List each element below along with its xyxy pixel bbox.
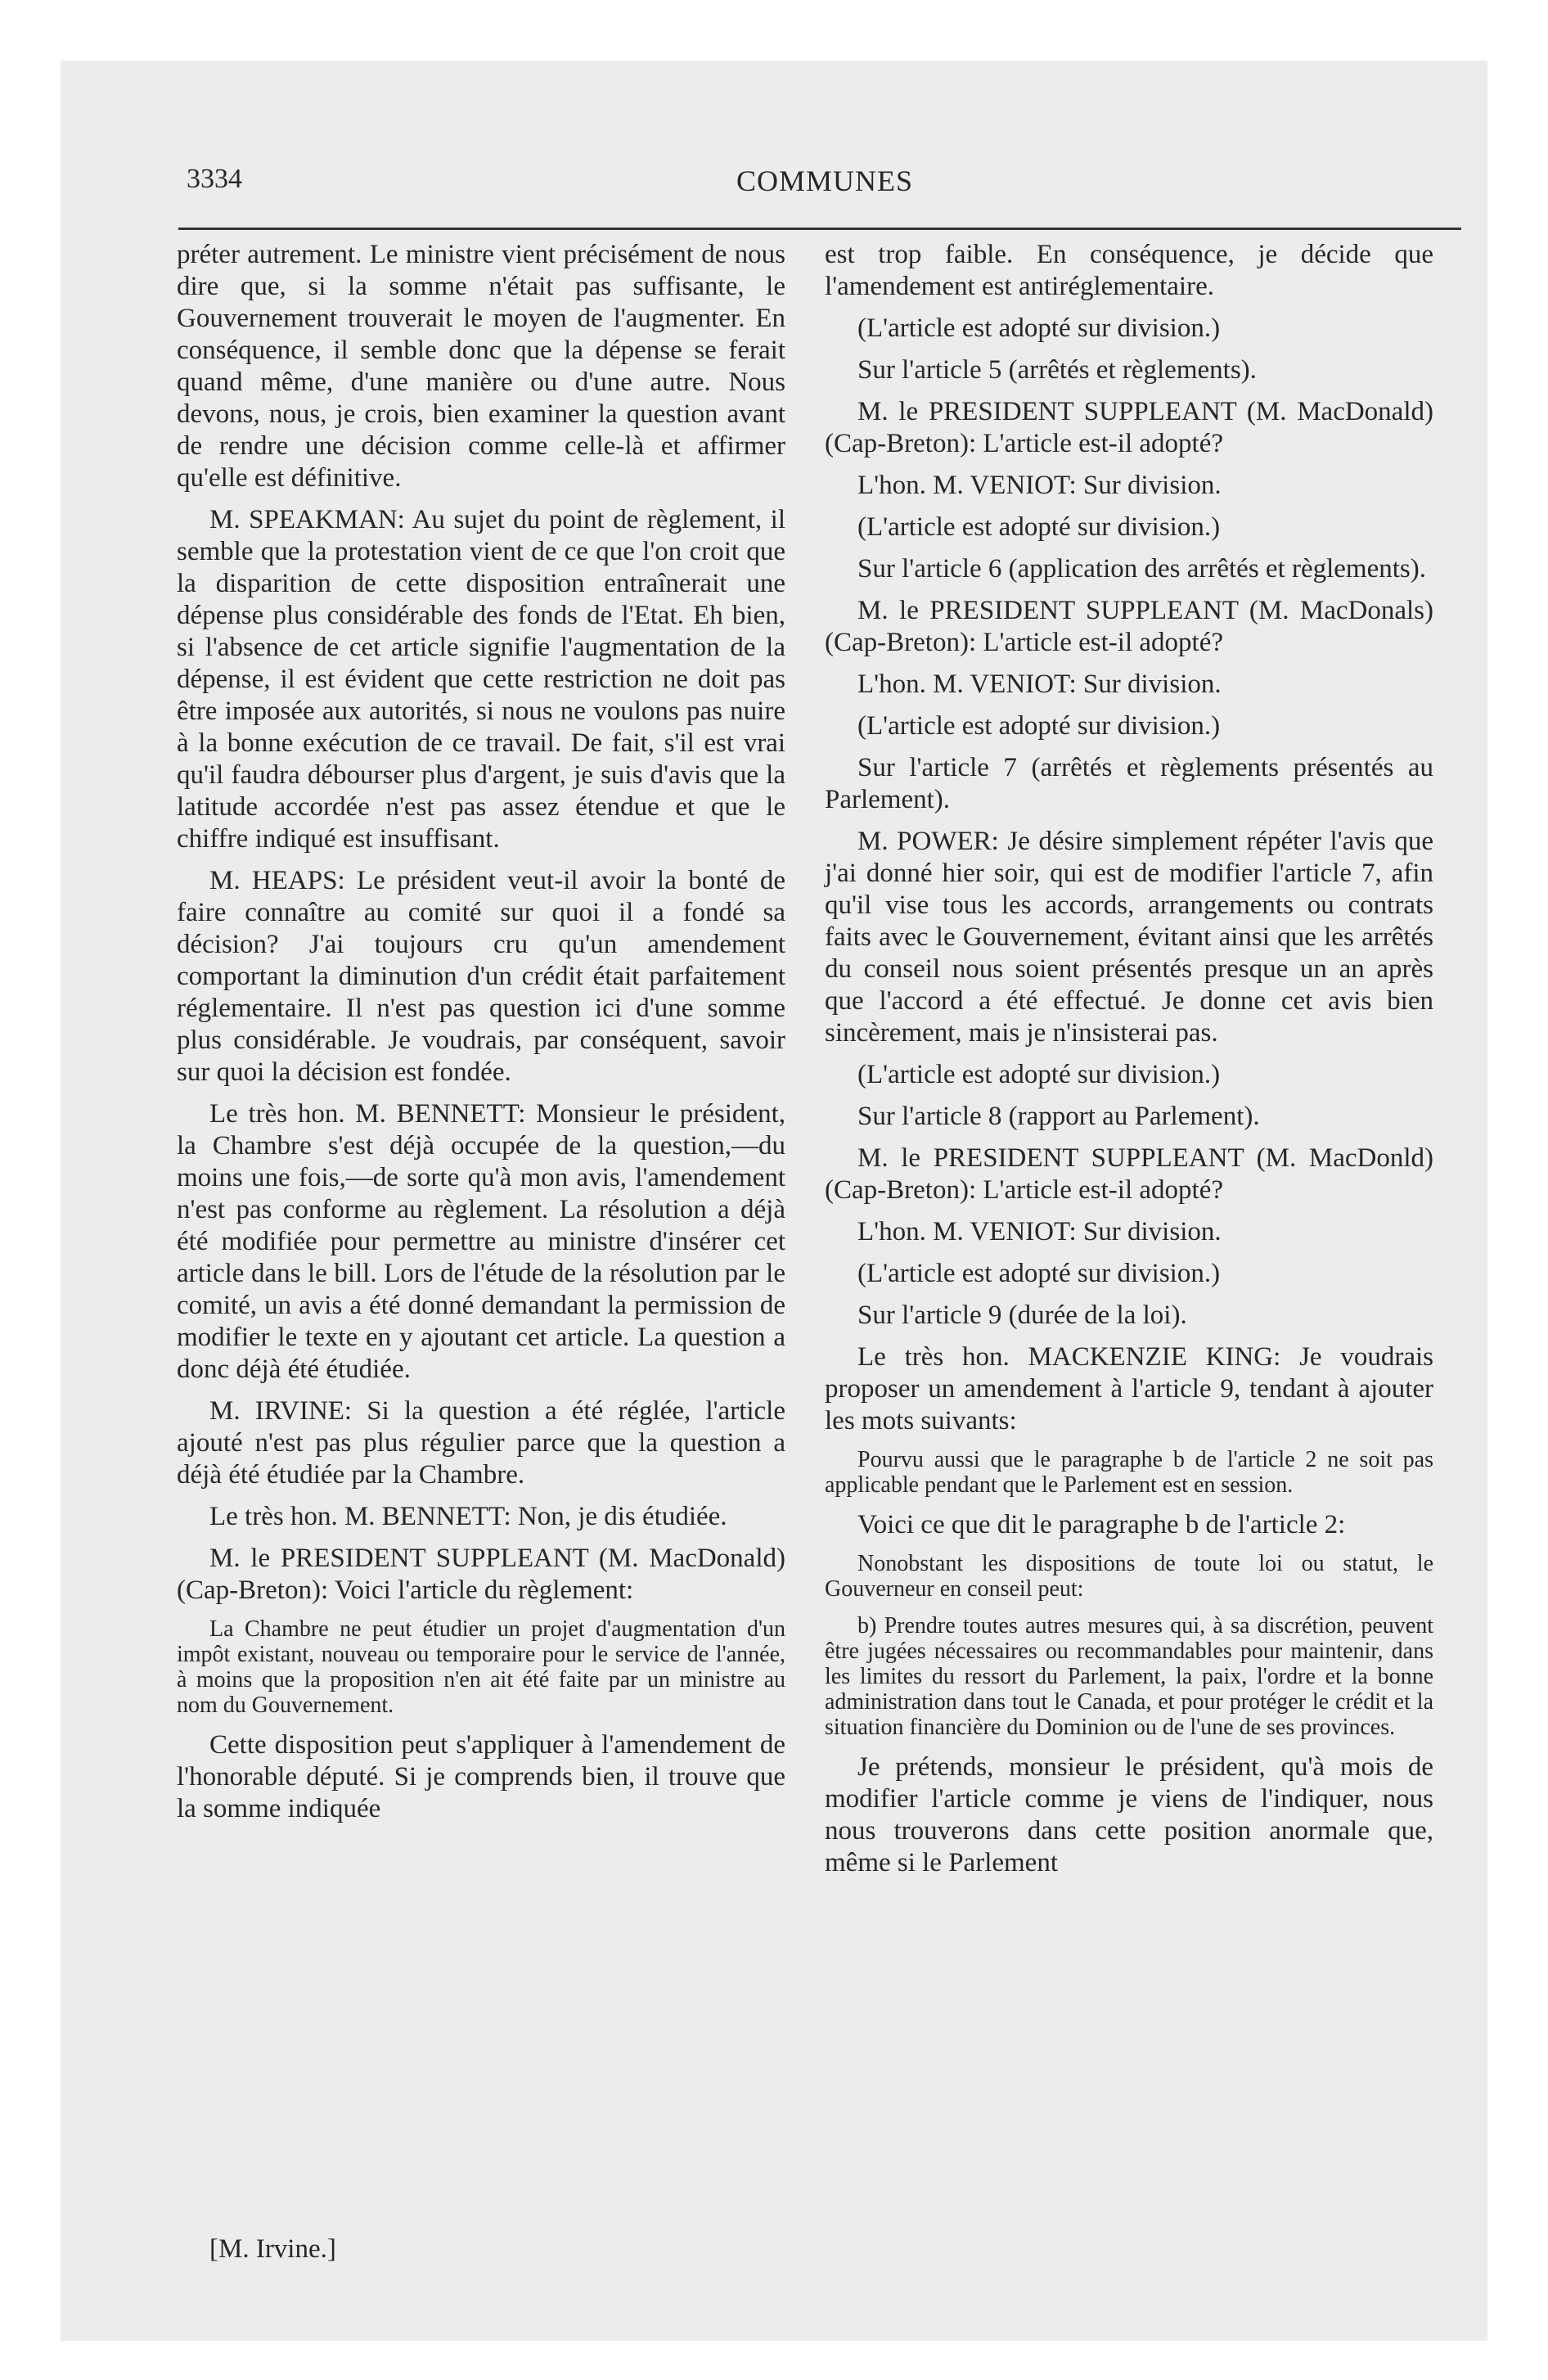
paragraph: M. SPEAKMAN: Au sujet du point de règlement, il semble que la protestation vient de ce que l'on croit que la disparition de cette disposition entraînerait une dépense plus considérable des fonds de l'Etat. Eh bien, si l'absence de cet article signifie l'augmentation de la dépense, il est évident que cette restriction ne doit pas être imposée aux autorités, si nous ne voulons pas nuire à la bonne exécution de ce travail. De fait, s'il est vrai qu'il faudra débourser plus d'argent, je suis d'avis que la latitude accordée n'est pas assez étendue et que le chiffre indiqué est insuffisant. [177,505,785,854]
paragraph: L'hon. M. VENIOT: Sur division. [857,669,1222,699]
paragraph: Cette disposition peut s'appliquer à l'amendement de l'honorable député. Si je comprends bien, il trouve que la somme indiquée [177,1730,785,1823]
paragraph: (L'article est adopté sur division.) [857,313,1221,343]
right-column [825,239,1433,1889]
paragraph: M. HEAPS: Le président veut-il avoir la bonté de faire connaître au comité sur quoi il a fondé sa décision? J'ai toujours cru qu'un amendement comportant la diminution d'un crédit était parfaitement réglementaire. Il n'est pas question ici d'une somme plus considérable. Je voudrais, par conséquent, savoir sur quoi la décision est fondée. [177,866,785,1087]
speaker-signoff: [M. Irvine.] [209,2234,336,2264]
paragraph: Voici ce que dit le paragraphe b de l'article 2: [857,1510,1346,1539]
paragraph: Sur l'article 8 (rapport au Parlement). [857,1102,1260,1131]
paragraph: Sur l'article 6 (application des arrêtés et règlements). [857,554,1426,584]
paragraph: Sur l'article 7 (arrêtés et règlements présentés au Parlement). [825,753,1433,814]
paragraph: préter autrement. Le ministre vient précisément de nous dire que, si la somme n'était pas suffisante, le Gouvernement trouverait le moyen de l'augmenter. En conséquence, il semble donc que la dépense se ferait quand même, d'une manière ou d'une autre. Nous devons, nous, je crois, bien examiner la question avant de rendre une décision comme celle-là et affirmer qu'elle est définitive. [177,240,785,493]
paragraph: (L'article est adopté sur division.) [857,512,1221,542]
paragraph: L'hon. M. VENIOT: Sur division. [857,1217,1222,1246]
paragraph: M. le PRESIDENT SUPPLEANT (M. MacDonald) (Cap-Breton): Voici l'article du règlement: [177,1544,785,1605]
left-column [177,239,785,1835]
paragraph: Sur l'article 5 (arrêtés et règlements). [857,355,1257,385]
paragraph: M. le PRESIDENT SUPPLEANT (M. MacDonald) (Cap-Breton): L'article est-il adopté? [825,397,1433,458]
paragraph: est trop faible. En conséquence, je décide que l'amendement est antiréglementaire. [825,240,1433,301]
block-quote: Nonobstant les dispositions de toute loi ou statut, le Gouverneur en conseil peut: [825,1551,1433,1602]
page-header [187,164,1463,216]
paragraph: M. POWER: Je désire simplement répéter l'avis que j'ai donné hier soir, qui est de modifier l'article 7, afin qu'il vise tous les accords, arrangements ou contrats faits avec le Gouvernement, évitant ainsi que les arrêtés du conseil nous soient présentés presque un an après que l'accord a été effectué. Je donne cet avis bien sincèrement, mais je n'insisterai pas. [825,827,1433,1048]
paragraph: M. IRVINE: Si la question a été réglée, l'article ajouté n'est pas plus régulier parce que la question a déjà été étudiée par la Chambre. [177,1396,785,1490]
block-quote: La Chambre ne peut étudier un projet d'augmentation d'un impôt existant, nouveau ou temporaire pour le service de l'année, à moins que la proposition n'en ait été faite par un ministre au nom du Gouvernement. [177,1616,785,1718]
paragraph: (L'article est adopté sur division.) [857,1259,1221,1288]
paragraph: M. le PRESIDENT SUPPLEANT (M. MacDonld) (Cap-Breton): L'article est-il adopté? [825,1143,1433,1205]
paragraph: Sur l'article 9 (durée de la loi). [857,1300,1187,1330]
block-quote-subparagraph: b) Prendre toutes autres mesures qui, à sa discrétion, peuvent être jugées nécessaires ou recommandables pour maintenir, dans les limites du ressort du Parlement, la paix, l'ordre et la bonne administration dans tout le Canada, et pour protéger le crédit et la situation financière du Dominion ou de l'une de ses provinces. [825,1613,1433,1740]
header-rule [178,228,1461,230]
paragraph: Je prétends, monsieur le président, qu'à mois de modifier l'article comme je viens de l'indiquer, nous nous trouverons dans cette position anormale que, même si le Parlement [825,1752,1433,1877]
paragraph: Le très hon. M. BENNETT: Monsieur le président, la Chambre s'est déjà occupée de la question,—du moins une fois,—de sorte qu'à mon avis, l'amendement n'est pas conforme au règlement. La résolution a déjà été modifiée pour permettre au ministre d'insérer cet article dans le bill. Lors de l'étude de la résolution par le comité, un avis a été donné demandant la permission de modifier le texte en y ajoutant cet article. La question a donc déjà été étudiée. [177,1099,785,1384]
page-number: 3334 [187,164,242,194]
block-quote: Pourvu aussi que le paragraphe b de l'article 2 ne soit pas applicable pendant que le Parlement est en session. [825,1447,1433,1498]
paragraph: (L'article est adopté sur division.) [857,711,1221,741]
paragraph: Le très hon. MACKENZIE KING: Je voudrais proposer un amendement à l'article 9, tendant à ajouter les mots suivants: [825,1342,1433,1436]
paragraph: (L'article est adopté sur division.) [857,1060,1221,1089]
paragraph: Le très hon. M. BENNETT: Non, je dis étudiée. [209,1502,727,1531]
paragraph: M. le PRESIDENT SUPPLEANT (M. MacDonals) (Cap-Breton): L'article est-il adopté? [825,596,1433,657]
paragraph: L'hon. M. VENIOT: Sur division. [857,471,1222,500]
running-head: COMMUNES [736,165,914,197]
